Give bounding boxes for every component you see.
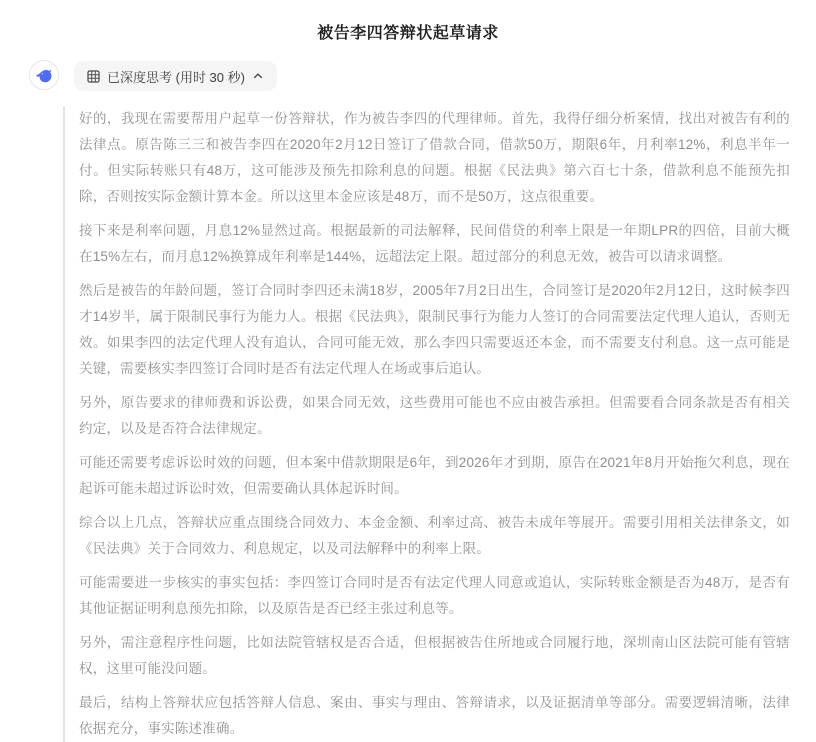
chevron-up-icon — [252, 70, 264, 82]
thinking-paragraph: 另外，原告要求的律师费和诉讼费，如果合同无效，这些费用可能也不应由被告承担。但需要看合同条款是否有相关约定，以及是否符合法律规定。 — [79, 395, 790, 436]
deepseek-whale-icon — [35, 66, 54, 85]
deep-thought-toggle-button[interactable] — [74, 61, 277, 91]
page-title: 被告李四答辩状起草请求 — [317, 25, 499, 42]
thinking-paragraph: 可能还需要考虑诉讼时效的问题，但本案中借款期限是6年，到2026年才到期，原告在2021年8月开始拖欠利息，现在起诉可能未超过诉讼时效，但需要确认具体起诉时间。 — [79, 455, 790, 496]
deep-think-icon — [87, 70, 100, 83]
thinking-paragraph: 接下来是利率问题，月息12%显然过高。根据最新的司法解释，民间借贷的利率上限是一年期LPR的四倍，目前大概在15%左右，而月息12%换算成年利率是144%，远超法定上限。超过部分的利息无效，被告可以请求调整。 — [79, 223, 790, 264]
assistant-avatar — [29, 60, 59, 90]
thinking-content-block — [63, 106, 790, 742]
thinking-paragraph: 好的，我现在需要帮用户起草一份答辩状，作为被告李四的代理律师。首先，我得仔细分析案情，找出对被告有利的法律点。原告陈三三和被告李四在2020年2月12日签订了借款合同，借款50万，期限6年，月利率12%，利息半年一付。但实际转账只有48万，这可能涉及预先扣除利息的问题。根据《民法典》第六百七十条，借款利息不能预先扣除，否则按实际金额计算本金。所以这里本金应该是48万，而不是50万，这点很重要。 — [79, 111, 790, 204]
thinking-paragraph: 可能需要进一步核实的事实包括：李四签订合同时是否有法定代理人同意或追认，实际转账金额是否为48万，是否有其他证据证明利息预先扣除，以及原告是否已经主张过利息等。 — [79, 575, 790, 616]
thinking-paragraph: 然后是被告的年龄问题，签订合同时李四还未满18岁，2005年7月2日出生，合同签订是2020年2月12日，这时候李四才14岁半，属于限制民事行为能力人。根据《民法典》，限制民事行为能力人签订的合同需要法定代理人追认，否则无效。如果李四的法定代理人没有追认，合同可能无效，那么李四只需要返还本金，而不需要支付利息。这一点可能是关键，需要核实李四签订合同时是否有法定代理人在场或事后追认。 — [79, 283, 790, 376]
deep-thought-toggle-label: 已深度思考 (用时 30 秒) — [107, 69, 245, 85]
assistant-message-header — [29, 60, 816, 91]
thinking-paragraph: 综合以上几点，答辩状应重点围绕合同效力、本金金额、利率过高、被告未成年等展开。需要引用相关法律条文，如《民法典》关于合同效力、利息规定，以及司法解释中的利率上限。 — [79, 515, 790, 556]
thinking-paragraph: 另外，需注意程序性问题，比如法院管辖权是否合适，但根据被告住所地或合同履行地，深圳南山区法院可能有管辖权，这里可能没问题。 — [79, 635, 790, 676]
thinking-paragraph: 最后，结构上答辩状应包括答辩人信息、案由、事实与理由、答辩请求，以及证据清单等部分。需要逻辑清晰，法律依据充分，事实陈述准确。 — [79, 695, 790, 736]
